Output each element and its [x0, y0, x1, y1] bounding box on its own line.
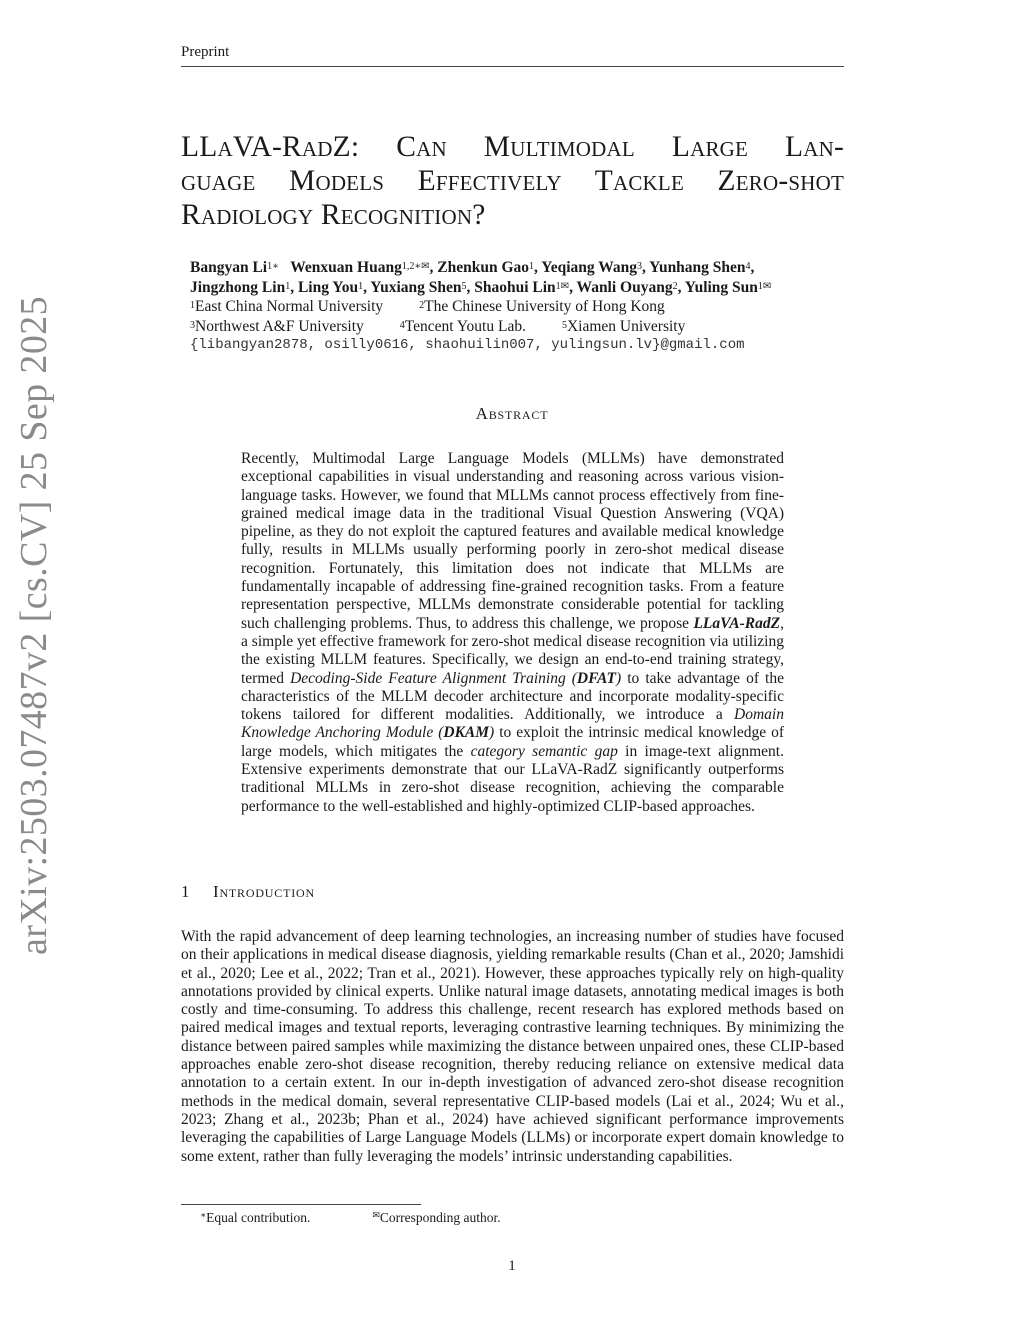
abstract-text-segment: , a simple yet effective framework for zero-shot medical disease recognition via utilizing the existing MLLM features. Specifically, we design an end-to-end training strategy, termed	[241, 614, 784, 687]
author-name: Zhenkun Gao	[437, 259, 530, 276]
term-dkam-abbrev: DKAM	[443, 724, 490, 742]
abstract-text-segment: to take advantage of the characteristics of the MLLM decoder architecture and incorporate modality-specific tokens tailored for different modalities. Additionally, we introduce a	[241, 669, 784, 724]
author-block	[190, 258, 850, 356]
method-name: LLaVA-RadZ	[693, 614, 781, 632]
author-name: Wenxuan Huang	[290, 259, 402, 276]
author-mark: 3	[636, 261, 642, 272]
affiliation-mark: 1	[190, 300, 195, 311]
footnote-mark: ∗	[200, 1210, 207, 1220]
footnote-mark: ✉	[372, 1210, 380, 1220]
affiliation: The Chinese University of Hong Kong	[424, 298, 665, 315]
affiliation-mark: 4	[399, 319, 405, 331]
author-mark: 1	[358, 280, 364, 292]
affiliation-mark: 5	[561, 319, 567, 331]
affiliation-mark: 3	[190, 319, 195, 331]
header-rule	[181, 66, 844, 67]
term-dkam: Domain Knowledge Anchoring Module (	[241, 706, 784, 742]
abstract-text-segment: to exploit the intrinsic medical knowledge of large models, which mitigates the	[241, 724, 784, 760]
paper-title	[181, 130, 844, 232]
author-mark: 1	[285, 280, 291, 292]
abstract-heading: Abstract	[475, 404, 549, 423]
affiliation: Northwest A&F University	[195, 317, 364, 335]
author-name: Yeqiang Wang	[541, 259, 637, 276]
author-name: Yuxiang Shen	[370, 278, 462, 296]
affiliation: Tencent Youtu Lab.	[404, 317, 526, 335]
affiliation-row-2	[190, 317, 850, 337]
section-title: Introduction	[213, 882, 315, 901]
author-mark: 1∗	[267, 261, 279, 272]
author-name: Jingzhong Lin	[190, 278, 286, 296]
footnote-equal-contribution: Equal contribution.	[206, 1210, 311, 1225]
author-mark: 1,2∗✉	[401, 261, 430, 272]
affiliation-row-1	[190, 297, 850, 317]
affiliation: East China Normal University	[195, 298, 384, 315]
author-mark: 2	[672, 280, 678, 292]
affiliation: Xiamen University	[566, 317, 686, 335]
footnotes	[200, 1210, 501, 1226]
author-list: Bangyan $Li^{1∗}$ Wenxuan Huang$^{1,2∗✉}$, Zhenkun Gao$^1$, Yeqiang Wang$^3$, Yunhang Shen$^4$, Jingzhong Lin$^1$, Ling You$^1$, Yuxiang Shen$^5$, Shaohui Lin$^{1✉}$, Wanli Ouyang$^2$, Yuling Sun$^{1✉}$	[190, 259, 772, 296]
author-mark: 1✉	[757, 280, 772, 292]
author-name: Yunhang Shen	[649, 259, 746, 276]
arxiv-identifier: arXiv:2503.07487v2 [cs.CV] 25 Sep 2025	[13, 295, 55, 955]
footnote-rule	[181, 1204, 421, 1205]
title-line-2: guage Models Effectively Tackle Zero-shot	[181, 165, 844, 197]
section-heading	[181, 882, 315, 902]
term-dfat-close: )	[615, 669, 622, 687]
author-name: Bangyan Li	[190, 259, 268, 276]
author-name: Shaohui Lin	[474, 278, 556, 296]
section-number: 1	[181, 882, 190, 901]
author-name: Wanli Ouyang	[576, 278, 673, 296]
author-emails: {libangyan2878, osilly0616, shaohuilin007, yulingsun.lv}@gmail.com	[190, 337, 745, 353]
author-name: Ling You	[297, 278, 359, 296]
title-line-1: LLaVA-RadZ: Can Multimodal Large Lan-	[181, 131, 844, 163]
title-line-3: Radiology Recognition?	[181, 199, 486, 231]
term-semantic-gap: category semantic gap	[470, 742, 618, 760]
author-mark: 1✉	[555, 280, 570, 292]
term-dkam-close: )	[489, 724, 495, 742]
introduction-paragraph: With the rapid advancement of deep learning technologies, an increasing number of studies have focused on their applications in medical disease diagnosis, yielding remarkable results (Chan et al., 2020; Jamshidi et al., 2020; Lee et al., 2022; Tran et al., 2021). However, these approaches typically rely on high-quality annotations provided by clinical experts. Unlike natural image datasets, annotating medical images is both costly and time-consuming. To address this challenge, recent research has explored methods based on paired medical images and textual reports, leveraging contrastive learning techniques. By minimizing the distance between paired samples while maximizing the distance between unpaired ones, these CLIP-based approaches enable zero-shot disease recognition, thereby reducing reliance on extensive medical data annotation to a certain extent. In our in-depth investigation of advanced zero-shot disease recognition methods in the medical domain, several representative CLIP-based models (Lai et al., 2024; Wu et al., 2023; Zhang et al., 2023b; Phan et al., 2024) have achieved significant performance improvements leveraging the capabilities of Large Language Models (LLMs) or incorporate expert domain knowledge to some extent, rather than fully leveraging the models’ intrinsic understanding capabilities.	[181, 928, 844, 1165]
affiliation-mark: 2	[419, 300, 425, 311]
author-mark: 1	[529, 261, 535, 272]
author-name: Yuling Sun	[684, 278, 758, 296]
footnote-corresponding-author: Corresponding author.	[379, 1210, 501, 1225]
term-dfat-abbrev: DFAT	[576, 669, 616, 687]
term-dfat: Decoding-Side Feature Alignment Training (	[290, 669, 577, 687]
author-mark: 5	[461, 280, 467, 292]
page-number: 1	[508, 1258, 516, 1274]
abstract-text-segment: in image-text alignment. Extensive experiments demonstrate that our LLaVA-RadZ significantly outperforms traditional MLLMs in zero-shot disease recognition, achieving the comparable performance to the well-established and highly-optimized CLIP-based approaches.	[241, 742, 784, 815]
running-header: Preprint	[181, 44, 230, 60]
author-mark: 4	[745, 261, 751, 272]
abstract-text	[241, 450, 784, 816]
abstract-text-segment: Recently, Multimodal Large Language Models (MLLMs) have demonstrated exceptional capabilities in visual understanding and reasoning across various vision-language tasks. However, we found that MLLMs cannot process effectively from fine-grained medical image data in the traditional Visual Question Answering (VQA) pipeline, as they do not exploit the captured features and available medical knowledge fully, results in MLLMs usually performing poorly in zero-shot medical disease recognition. Fortunately, this limitation does not indicate that MLLMs are fundamentally incapable of addressing fine-grained recognition tasks. From a feature representation perspective, MLLMs demonstrate considerable potential for tackling such challenging problems. Thus, to address this challenge, we propose	[241, 450, 784, 632]
